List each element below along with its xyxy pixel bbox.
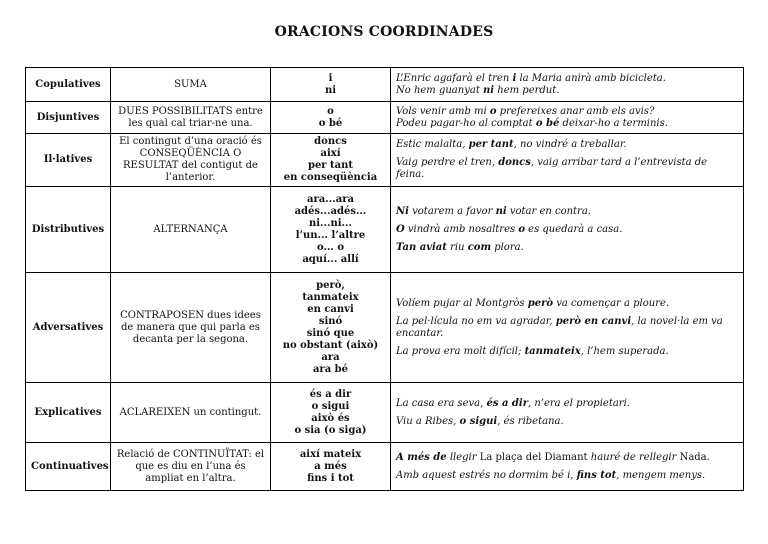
connector: tanmateix bbox=[302, 291, 359, 303]
examples-cell bbox=[391, 102, 744, 134]
highlighted-connector: però bbox=[527, 297, 554, 309]
highlighted-connector: doncs bbox=[498, 157, 531, 168]
examples-cell bbox=[391, 273, 744, 383]
connector: o sigui bbox=[311, 400, 350, 412]
connector: això és bbox=[311, 412, 350, 424]
examples-cell bbox=[391, 443, 744, 491]
clause-type: Copulatives bbox=[26, 68, 111, 102]
sentence-text: es quedarà a casa. bbox=[524, 223, 623, 235]
sentence-text: Vaig perdre el tren, bbox=[396, 157, 499, 168]
example-sentence bbox=[396, 298, 738, 310]
sentence-text: votarem a favor bbox=[408, 205, 496, 217]
table-row bbox=[26, 68, 744, 102]
example-sentence bbox=[396, 452, 738, 464]
connector: o bé bbox=[318, 117, 343, 129]
highlighted-connector: O bbox=[396, 223, 405, 235]
connectors-cell bbox=[271, 102, 391, 134]
highlighted-connector: ni bbox=[483, 84, 495, 96]
table-row bbox=[26, 187, 744, 273]
connector: ni bbox=[324, 84, 337, 96]
connector: ara bé bbox=[312, 363, 349, 375]
sentence-text: Podeu pagar-ho al comptat bbox=[396, 117, 536, 129]
example-sentence bbox=[396, 139, 738, 151]
sentence-text: , no vindré a treballar. bbox=[513, 139, 627, 150]
highlighted-connector: o bbox=[489, 105, 497, 117]
sentence-text: riu bbox=[446, 241, 468, 253]
example-sentence bbox=[396, 242, 738, 254]
sentence-text: la Maria anirà amb bicicleta. bbox=[516, 72, 666, 84]
connectors-cell bbox=[271, 443, 391, 491]
highlighted-connector: o sigui bbox=[459, 415, 498, 427]
highlighted-connector: o bé bbox=[535, 117, 560, 129]
clause-description: ACLAREIXEN un contingut. bbox=[111, 383, 271, 443]
highlighted-connector: ni bbox=[495, 205, 507, 217]
sentence-text: , l’hem superada. bbox=[580, 345, 669, 357]
sentence-text: Volíem pujar al Montgròs bbox=[396, 297, 528, 309]
examples-cell bbox=[391, 383, 744, 443]
clause-description: Relació de CONTINUÏTAT: el que es diu en l’una és ampliat en l’altra. bbox=[111, 443, 271, 491]
example-sentence bbox=[396, 316, 738, 340]
connector: adés...adés... bbox=[294, 205, 367, 217]
connector: o... o bbox=[316, 241, 345, 253]
sentence-text: Amb aquest estrés no dormim bé i, bbox=[396, 469, 577, 481]
sentence-text: plora. bbox=[491, 241, 524, 253]
sentence-text: , n’era el propietari. bbox=[527, 397, 630, 409]
coordinate-clauses-table bbox=[25, 67, 744, 491]
connectors-cell bbox=[271, 68, 391, 102]
clause-description: ALTERNANÇA bbox=[111, 187, 271, 273]
connector: sinó que bbox=[306, 327, 355, 339]
sentence-text: L’Enric agafarà el tren bbox=[396, 72, 513, 84]
connector: a més bbox=[314, 460, 347, 472]
sentence-text: , la novel·la em va encantar. bbox=[396, 315, 723, 339]
sentence-text: votar en contra. bbox=[506, 205, 591, 217]
highlighted-connector: tanmateix bbox=[524, 345, 581, 357]
clause-description: DUES POSSIBILITATS entre les qual cal triar-ne una. bbox=[111, 102, 271, 134]
connector: però, bbox=[316, 279, 345, 291]
table-row bbox=[26, 102, 744, 134]
sentence-text: hem perdut. bbox=[494, 84, 560, 96]
sentence-text: La plaça del Diamant bbox=[479, 451, 588, 463]
examples-cell bbox=[391, 68, 744, 102]
example-sentence bbox=[396, 85, 738, 97]
highlighted-connector: com bbox=[467, 241, 492, 253]
example-sentence bbox=[396, 206, 738, 218]
table-body bbox=[26, 68, 744, 491]
example-sentence bbox=[396, 106, 738, 118]
sentence-text: hauré de rellegir bbox=[587, 451, 680, 463]
sentence-text: La casa era seva, bbox=[396, 397, 487, 409]
connectors-cell bbox=[271, 383, 391, 443]
connector: per tant bbox=[307, 160, 354, 171]
highlighted-connector: per tant bbox=[468, 139, 514, 150]
connectors-cell bbox=[271, 187, 391, 273]
sentence-text: vindrà amb nosaltres bbox=[404, 223, 519, 235]
highlighted-connector: però en canvi bbox=[555, 315, 632, 327]
sentence-text: prefereixes anar amb els avis? bbox=[496, 105, 655, 117]
table-row bbox=[26, 134, 744, 187]
connector: sinó bbox=[318, 315, 343, 327]
example-sentence bbox=[396, 398, 738, 410]
clause-description: CONTRAPOSEN dues idees de manera que qui parla es decanta per la segona. bbox=[111, 273, 271, 383]
examples-cell bbox=[391, 187, 744, 273]
connector: és a dir bbox=[309, 388, 352, 400]
highlighted-connector: fins tot bbox=[576, 469, 617, 481]
example-sentence bbox=[396, 470, 738, 482]
sentence-text: Estic malalta, bbox=[396, 139, 469, 150]
table-row bbox=[26, 273, 744, 383]
highlighted-connector: i bbox=[512, 72, 517, 84]
clause-description: SUMA bbox=[111, 68, 271, 102]
table-row bbox=[26, 383, 744, 443]
highlighted-connector: Ni bbox=[396, 205, 409, 217]
examples-cell bbox=[391, 134, 744, 187]
connector: fins i tot bbox=[307, 472, 354, 484]
connector: o bbox=[327, 105, 334, 117]
example-sentence bbox=[396, 73, 738, 85]
sentence-text: llegir bbox=[446, 451, 480, 463]
highlighted-connector: A més de bbox=[396, 451, 447, 463]
connector: ara bbox=[321, 351, 340, 363]
sentence-text: No hem guanyat bbox=[396, 84, 484, 96]
connector: aquí... allí bbox=[302, 253, 359, 265]
example-sentence bbox=[396, 157, 738, 181]
sentence-text: deixar-ho a terminis. bbox=[559, 117, 668, 129]
connector: l’un... l’altre bbox=[295, 229, 366, 241]
example-sentence bbox=[396, 416, 738, 428]
connector: en conseqüència bbox=[283, 172, 378, 183]
connector: així bbox=[320, 148, 341, 159]
sentence-text: La pel·lícula no em va agradar, bbox=[396, 315, 556, 327]
table-row bbox=[26, 443, 744, 491]
sentence-text: Nada bbox=[679, 451, 707, 463]
example-sentence bbox=[396, 118, 738, 130]
clause-description: El contingut d’una oració és CONSEQÜÈNCIA O RESULTAT del contigut de l’anterior. bbox=[111, 134, 271, 187]
connector: ni...ni... bbox=[308, 217, 353, 229]
connectors-cell bbox=[271, 273, 391, 383]
sentence-text: Viu a Ribes, bbox=[396, 415, 460, 427]
clause-type: Disjuntives bbox=[26, 102, 111, 134]
sentence-text: . bbox=[706, 451, 710, 463]
sentence-text: va començar a ploure. bbox=[553, 297, 670, 309]
example-sentence bbox=[396, 224, 738, 236]
page-title: ORACIONS COORDINADES bbox=[274, 24, 494, 40]
connector: i bbox=[328, 72, 333, 84]
connector: així mateix bbox=[299, 448, 362, 460]
sentence-text: La prova era molt difícil; bbox=[396, 345, 525, 357]
connectors-cell bbox=[271, 134, 391, 187]
highlighted-connector: o bbox=[518, 223, 525, 235]
example-sentence bbox=[396, 346, 738, 358]
sentence-text: , és ribetana. bbox=[497, 415, 564, 427]
connector: en canvi bbox=[307, 303, 354, 315]
sentence-text: Vols venir amb mi bbox=[396, 105, 490, 117]
sentence-text: , mengem menys. bbox=[616, 469, 706, 481]
connector: no obstant (això) bbox=[282, 339, 379, 351]
highlighted-connector: és a dir bbox=[486, 397, 528, 409]
clause-type: Il·latives bbox=[26, 134, 111, 187]
connector: ara...ara bbox=[307, 193, 354, 205]
clause-type: Adversatives bbox=[26, 273, 111, 383]
clause-type: Distributives bbox=[26, 187, 111, 273]
sentence-text: , vaig arribar tard a l’entrevista de feina. bbox=[396, 157, 708, 180]
highlighted-connector: Tan aviat bbox=[396, 241, 447, 253]
connector: doncs bbox=[314, 136, 347, 147]
clause-type: Explicatives bbox=[26, 383, 111, 443]
connector: o sia (o siga) bbox=[294, 424, 367, 436]
clause-type: Continuatives bbox=[26, 443, 111, 491]
